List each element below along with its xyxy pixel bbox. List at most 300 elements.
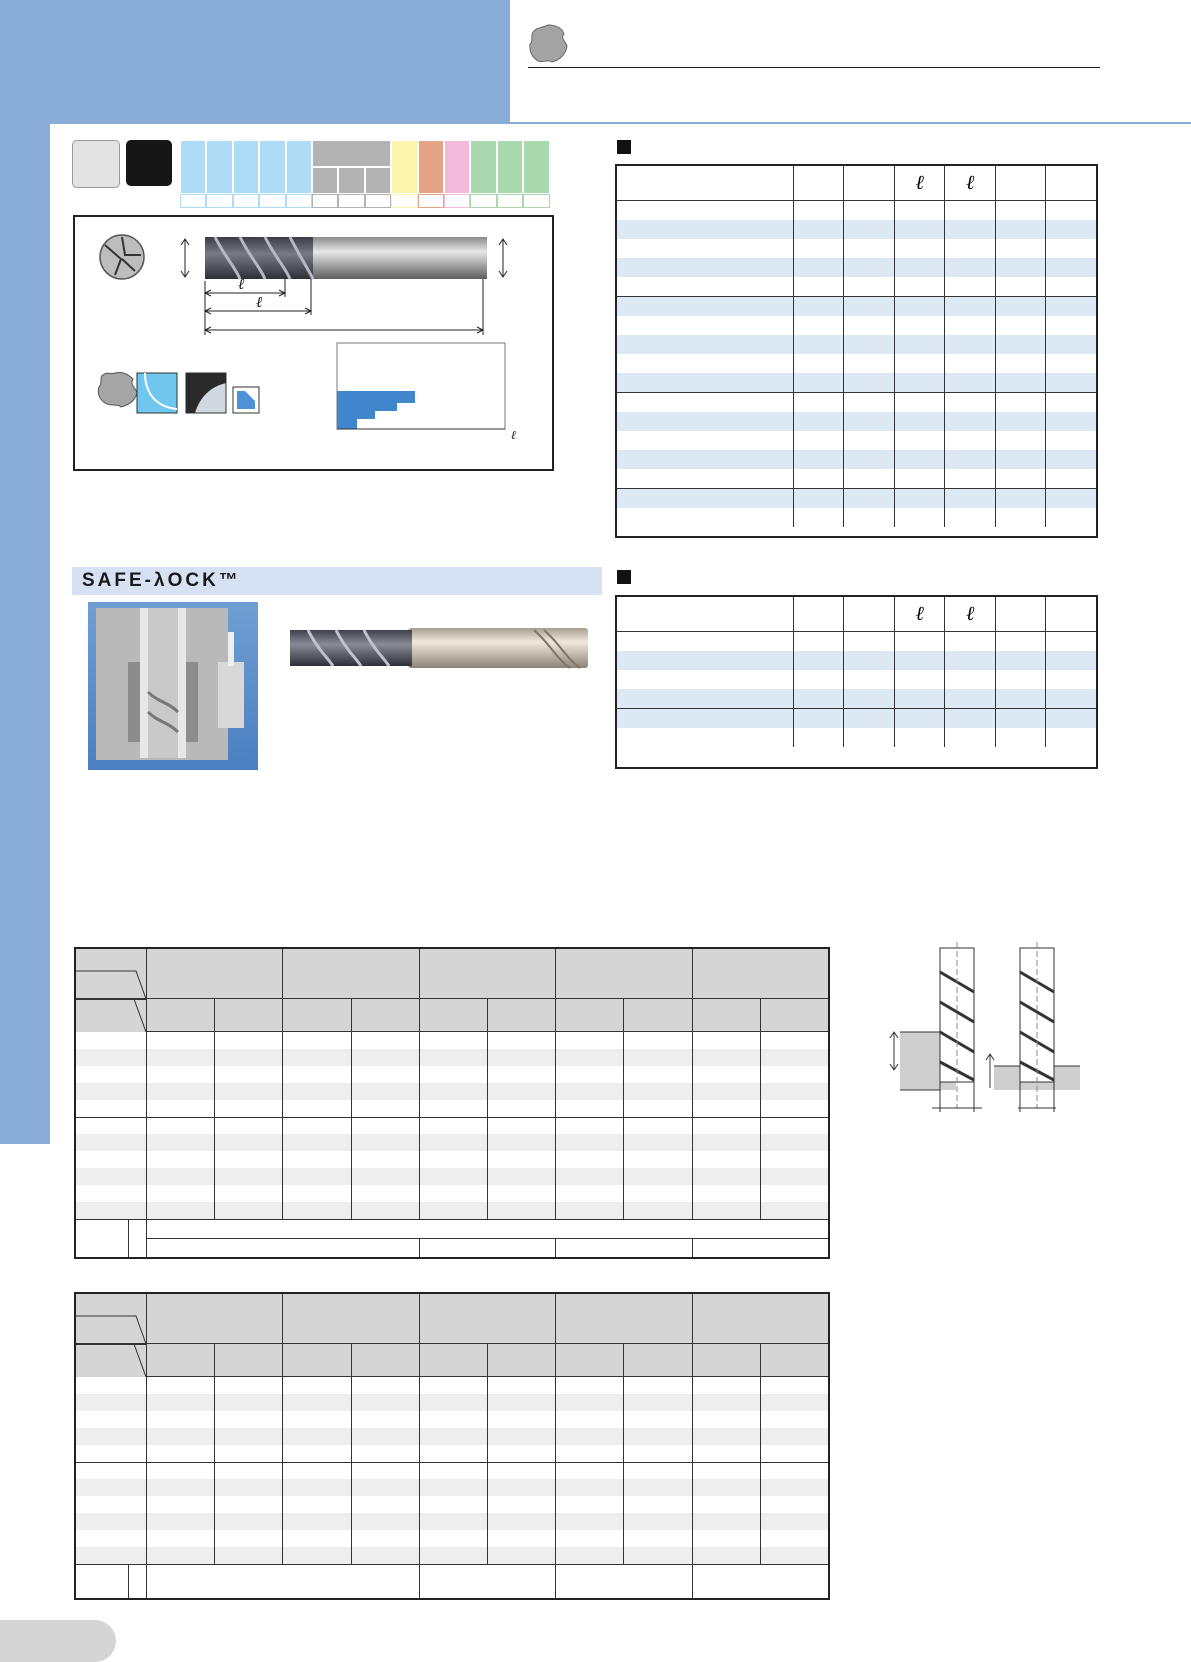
spec-row (617, 728, 1096, 747)
spec-cell (844, 297, 895, 317)
cond-cell (146, 1513, 214, 1530)
spec-cell (617, 670, 793, 689)
cond-cell (282, 1445, 350, 1462)
cond-cell (146, 1083, 214, 1100)
spec-cell (894, 450, 945, 469)
cond-cell (692, 1032, 760, 1049)
spec-cell (844, 508, 895, 527)
spec-cell (995, 709, 1046, 729)
cond-cell (692, 1049, 760, 1066)
spec-row (617, 431, 1096, 450)
cond-cell (282, 1134, 350, 1151)
cond-cell (623, 1547, 691, 1564)
cond-row-label (76, 1411, 146, 1428)
cond-cell (692, 1202, 760, 1219)
cond-cell (146, 1202, 214, 1219)
cond-cell (555, 1496, 623, 1513)
spec-cell (945, 373, 996, 393)
cond-cell (419, 1168, 487, 1185)
spec-cell (793, 728, 844, 747)
end-mill-photo (288, 624, 592, 672)
cond-cell (351, 1530, 419, 1547)
spec-cell (617, 709, 793, 729)
helix-icon (137, 373, 177, 413)
cond-sub-header (214, 1344, 282, 1377)
cond-cell (692, 1083, 760, 1100)
spec-cell (995, 728, 1046, 747)
cond-cell (146, 1479, 214, 1496)
spec-cell (844, 258, 895, 277)
spec-cell (1046, 297, 1096, 317)
cond-cell (351, 1462, 419, 1479)
cond-cell (760, 1462, 828, 1479)
cond-cell (214, 1394, 282, 1411)
spec-cell (1046, 728, 1096, 747)
cond-footer-label (76, 1564, 128, 1598)
spec-cell (617, 431, 793, 450)
spec-cell (995, 201, 1046, 221)
cond-cell (146, 1377, 214, 1394)
cond-group-header (146, 1294, 282, 1344)
page-number-tab (0, 1620, 116, 1662)
spec-row (617, 277, 1096, 297)
cond-cell (351, 1377, 419, 1394)
cond-row-label (76, 1496, 146, 1513)
spec-cell (995, 354, 1046, 373)
spec-cell (793, 258, 844, 277)
cond-cell (487, 1428, 555, 1445)
spec-cell (1046, 651, 1096, 670)
cond-cell (351, 1049, 419, 1066)
cond-cell (214, 1032, 282, 1049)
cond-cell (351, 1168, 419, 1185)
cond-row-label (76, 1394, 146, 1411)
cond-cell (146, 1134, 214, 1151)
spec-cell (995, 239, 1046, 258)
spec-cell (995, 689, 1046, 709)
cond-sub-header (419, 999, 487, 1032)
spec-row (617, 297, 1096, 317)
cond-cell (214, 1428, 282, 1445)
spec-cell (894, 393, 945, 413)
material-cell (180, 140, 206, 194)
coating-badge-dark (126, 140, 172, 186)
spec-cell (945, 335, 996, 354)
cond-cell (555, 1445, 623, 1462)
cond-group-header (146, 949, 282, 999)
cond-cell (760, 1066, 828, 1083)
spec-cell (844, 431, 895, 450)
material-cell (391, 140, 417, 194)
cond-cell (623, 1394, 691, 1411)
spec-cell (894, 220, 945, 239)
cond-sub-header (623, 999, 691, 1032)
header-underline (510, 122, 1191, 124)
spec-cell (1046, 709, 1096, 729)
cond-footer-label (128, 1219, 146, 1257)
spec-header-cell (844, 166, 895, 201)
cond-cell (282, 1083, 350, 1100)
cond-cell (419, 1462, 487, 1479)
cond-cell (555, 1117, 623, 1134)
cond-cell (692, 1066, 760, 1083)
spec-cell (617, 651, 793, 670)
spec-row (617, 258, 1096, 277)
cond-cell (419, 1151, 487, 1168)
spec-row (617, 670, 1096, 689)
cond-cell (760, 1134, 828, 1151)
shank (311, 237, 487, 279)
cond-cell (146, 1032, 214, 1049)
cond-cell (487, 1117, 555, 1134)
cond-cell (623, 1049, 691, 1066)
spec-cell (945, 651, 996, 670)
spec-cell (793, 469, 844, 489)
cond-cell (487, 1202, 555, 1219)
cond-cell (623, 1168, 691, 1185)
cond-cell (282, 1547, 350, 1564)
cond-sub-header (351, 999, 419, 1032)
spec-cell (617, 632, 793, 652)
cond-cell (487, 1530, 555, 1547)
cond-cell (282, 1479, 350, 1496)
cond-cell (146, 1445, 214, 1462)
spec-cell (1046, 220, 1096, 239)
cond-cell (282, 1377, 350, 1394)
tool-drawing-box (73, 215, 554, 471)
spec-table-2-grid (617, 597, 1096, 747)
material-cell (312, 167, 338, 194)
spec-cell (793, 277, 844, 297)
cond-cell (146, 1151, 214, 1168)
material-cell (497, 140, 523, 194)
spec-cell (995, 220, 1046, 239)
spec-cell (945, 632, 996, 652)
material-cell-level (259, 194, 285, 208)
cond-row-label (76, 1168, 146, 1185)
spec-cell (1046, 508, 1096, 527)
spec-row (617, 651, 1096, 670)
cond-cell (487, 1411, 555, 1428)
spec-cell (995, 335, 1046, 354)
spec-cell (945, 220, 996, 239)
spec-table-1 (615, 164, 1098, 538)
spec-cell (793, 651, 844, 670)
section-marker (617, 140, 631, 154)
cond-cell (487, 1066, 555, 1083)
spec-header-cell (617, 166, 793, 201)
cond-cell (282, 1117, 350, 1134)
cond-row-label (76, 1428, 146, 1445)
spec-cell (844, 651, 895, 670)
material-cell (233, 140, 259, 194)
cond-row-label (76, 1049, 146, 1066)
spec-cell (793, 239, 844, 258)
cond-footer-cell (692, 1238, 828, 1257)
cond-cell (555, 1032, 623, 1049)
cond-sub-header (487, 1344, 555, 1377)
cond-cell (351, 1066, 419, 1083)
spec-header-cell: ℓ (945, 597, 996, 632)
cond-cell (419, 1428, 487, 1445)
spec-cell (617, 489, 793, 509)
material-cell (338, 167, 364, 194)
cond-cell (146, 1530, 214, 1547)
cond-cell (282, 1185, 350, 1202)
cond-cell (419, 1547, 487, 1564)
cond-cell (146, 1117, 214, 1134)
spec-cell (894, 431, 945, 450)
cond-sub-header (146, 1344, 214, 1377)
material-cell-level (180, 194, 206, 208)
cond-cell (282, 1530, 350, 1547)
cond-footer-cell (692, 1564, 828, 1598)
cond-cell (623, 1496, 691, 1513)
cond-cell (214, 1462, 282, 1479)
cond-cell (282, 1394, 350, 1411)
cond-sub-header (692, 1344, 760, 1377)
cond-row-label (76, 1530, 146, 1547)
cond-row-label (76, 1066, 146, 1083)
cond-group-header (555, 949, 691, 999)
spec-cell (945, 201, 996, 221)
spec-row (617, 489, 1096, 509)
cond-row-label (76, 1513, 146, 1530)
coating-badge-light (72, 140, 120, 188)
spec-cell (894, 489, 945, 509)
spec-row (617, 201, 1096, 221)
cond-row-label (76, 1377, 146, 1394)
cond-cell (487, 1049, 555, 1066)
cond-cell (760, 1496, 828, 1513)
cond-cell (214, 1530, 282, 1547)
spec-row (617, 689, 1096, 709)
spec-cell (617, 412, 793, 431)
spec-cell (1046, 632, 1096, 652)
spec-cell (793, 412, 844, 431)
spec-cell (793, 508, 844, 527)
spec-cell (844, 469, 895, 489)
cond-cell (282, 1202, 350, 1219)
cond-cell (214, 1100, 282, 1117)
cond-cell (214, 1445, 282, 1462)
cond-cell (760, 1202, 828, 1219)
cond-cell (760, 1151, 828, 1168)
cond-group-header (282, 1294, 418, 1344)
cond-cell (419, 1411, 487, 1428)
spec-cell (617, 201, 793, 221)
cond-cell (419, 1479, 487, 1496)
spec-cell (945, 689, 996, 709)
spec-cell (945, 297, 996, 317)
cond-cell (146, 1496, 214, 1513)
spec-cell (1046, 489, 1096, 509)
cond-cell (419, 1202, 487, 1219)
spec-cell (617, 354, 793, 373)
spec-cell (894, 728, 945, 747)
cond-row-label (76, 1134, 146, 1151)
cond-cell (351, 1100, 419, 1117)
cond-sub-header (555, 999, 623, 1032)
cond-cell (555, 1377, 623, 1394)
spec-cell (793, 220, 844, 239)
cond-sub-header (214, 999, 282, 1032)
cond-cell (146, 1168, 214, 1185)
spec-cell (995, 489, 1046, 509)
cond-sub-header (419, 1344, 487, 1377)
cond-group-header (692, 949, 828, 999)
cond-cell (146, 1066, 214, 1083)
spec-cell (617, 335, 793, 354)
spec-header-cell (995, 597, 1046, 632)
cond-cell (146, 1411, 214, 1428)
spec-cell (894, 201, 945, 221)
spec-cell (793, 354, 844, 373)
material-grid (180, 140, 550, 208)
spec-cell (793, 689, 844, 709)
cond-cell (419, 1377, 487, 1394)
cond-cell (487, 1513, 555, 1530)
cond-cell (487, 1445, 555, 1462)
cond-cell (487, 1496, 555, 1513)
cond-cell (487, 1185, 555, 1202)
cond-sub-header (760, 1344, 828, 1377)
cond-cell (146, 1394, 214, 1411)
spec-cell (995, 258, 1046, 277)
cond-cell (623, 1083, 691, 1100)
spec-cell (945, 412, 996, 431)
cond-sub-header (146, 999, 214, 1032)
cond-cell (555, 1462, 623, 1479)
spec-cell (793, 201, 844, 221)
cond-cell (282, 1151, 350, 1168)
cond-cell (555, 1100, 623, 1117)
cond-cell (760, 1377, 828, 1394)
spec-cell (793, 431, 844, 450)
cond-cell (282, 1049, 350, 1066)
cond-cell (419, 1100, 487, 1117)
material-cell-level (286, 194, 312, 208)
cond-cell (760, 1083, 828, 1100)
cond-cell (760, 1117, 828, 1134)
spec-cell (1046, 316, 1096, 335)
cond-cell (214, 1377, 282, 1394)
spec-cell (1046, 393, 1096, 413)
spec-cell (617, 258, 793, 277)
cond-cell (555, 1168, 623, 1185)
material-cell-level (312, 194, 338, 208)
spec-row (617, 450, 1096, 469)
spec-cell (844, 201, 895, 221)
cond-cell (692, 1394, 760, 1411)
section-marker (617, 570, 631, 584)
spec-cell (793, 450, 844, 469)
cond-cell (351, 1394, 419, 1411)
spec-row (617, 709, 1096, 729)
spec-cell (1046, 239, 1096, 258)
cond-cell (487, 1032, 555, 1049)
spec-cell (1046, 689, 1096, 709)
graph-axis-label: ℓ (511, 428, 516, 442)
cond-cell (623, 1202, 691, 1219)
spec-cell (1046, 277, 1096, 297)
side-bar (0, 124, 50, 1032)
material-cell (470, 140, 496, 194)
cond-cell (351, 1151, 419, 1168)
spec-cell (844, 709, 895, 729)
cond-cell (692, 1428, 760, 1445)
cond-cell (623, 1462, 691, 1479)
cond-cell (282, 1513, 350, 1530)
spec-cell (945, 393, 996, 413)
material-cell-level (497, 194, 523, 208)
cond-cell (555, 1151, 623, 1168)
spec-cell (894, 632, 945, 652)
spec-cell (844, 689, 895, 709)
spec-cell (844, 450, 895, 469)
cond-row-label (76, 1083, 146, 1100)
cond-cell (487, 1394, 555, 1411)
spec-cell (945, 508, 996, 527)
cond-cell (760, 1032, 828, 1049)
spec-cell (1046, 335, 1096, 354)
spec-cell (617, 239, 793, 258)
cond-cell (351, 1445, 419, 1462)
cond-cell (623, 1479, 691, 1496)
spec-cell (995, 632, 1046, 652)
cond-cell (555, 1411, 623, 1428)
cond-cell (214, 1117, 282, 1134)
spec-header-cell: ℓ (894, 597, 945, 632)
spec-cell (995, 297, 1046, 317)
cond-cell (555, 1530, 623, 1547)
spec-cell (945, 431, 996, 450)
spec-cell (945, 277, 996, 297)
spec-cell (844, 489, 895, 509)
cond-cell (555, 1394, 623, 1411)
material-cell (523, 140, 549, 194)
spec-cell (617, 728, 793, 747)
spec-row (617, 316, 1096, 335)
spec-header-cell (793, 597, 844, 632)
material-cell-level (338, 194, 364, 208)
material-cell-level (365, 194, 391, 208)
material-cell-level (391, 194, 417, 208)
spec-cell (995, 316, 1046, 335)
cond-cell (555, 1049, 623, 1066)
cond-footer-cell (555, 1238, 691, 1257)
cond-row-label (76, 1100, 146, 1117)
spec-cell (793, 393, 844, 413)
cond-cell (487, 1462, 555, 1479)
spec-cell (617, 393, 793, 413)
cond-cell (623, 1134, 691, 1151)
cond-sub-header (555, 1344, 623, 1377)
cond-sub-header (692, 999, 760, 1032)
spec-cell (894, 689, 945, 709)
cond-cell (419, 1066, 487, 1083)
cond-cell (419, 1117, 487, 1134)
cond-group-header (692, 1294, 828, 1344)
cond-cell (351, 1185, 419, 1202)
spec-cell (617, 469, 793, 489)
cond-corner-diagonal (76, 1294, 146, 1377)
spec-cell (1046, 201, 1096, 221)
cond-cell (419, 1496, 487, 1513)
cond-cell (623, 1513, 691, 1530)
spec-row (617, 220, 1096, 239)
cond-group-header (555, 1294, 691, 1344)
